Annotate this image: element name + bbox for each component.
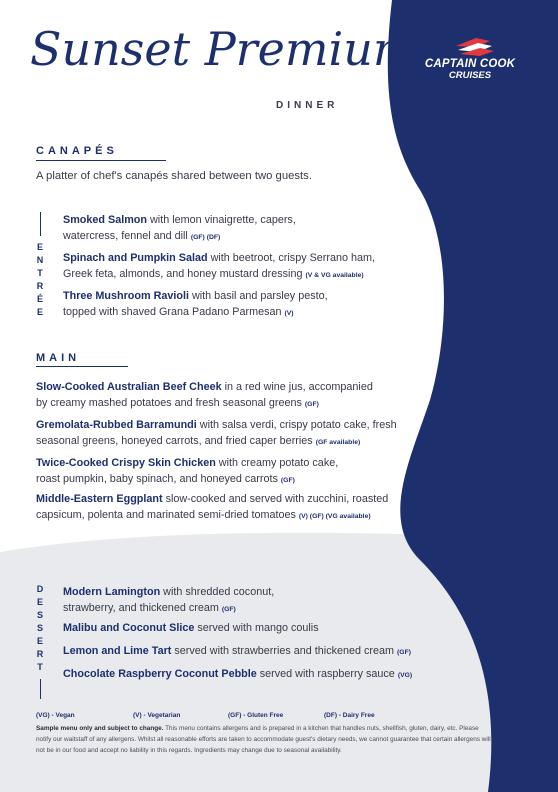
legend-vegetarian: (V) - Vegetarian [133, 712, 181, 719]
entree-item-2-name: Spinach and Pumpkin Salad [63, 252, 208, 264]
legend-gluten-free: (GF) - Gluten Free [228, 712, 284, 719]
entree-item-3-line1: with basil and parsley pesto, [188, 290, 328, 302]
dessert-item-3-tags: (GF) [397, 649, 411, 656]
entree-item-2-line2: Greek feta, almonds, and honey mustard dressing [63, 268, 306, 280]
main-heading: MAIN [36, 352, 81, 364]
main-item-2-line1: with salsa verdi, crispy potato cake, fresh [196, 419, 397, 431]
dessert-item-1-line1: with shredded coconut, [160, 586, 275, 598]
dessert-item-3-line1: served with strawberries and thickened cream [171, 645, 398, 657]
dessert-item-2-line1: served with mango coulis [194, 622, 319, 634]
entree-item-3-name: Three Mushroom Ravioli [63, 290, 189, 302]
main-item-3-line1: with creamy potato cake, [215, 457, 339, 469]
legend-dairy-free: (DF) - Dairy Free [324, 712, 375, 719]
logo-subname: CRUISES [448, 70, 492, 81]
main-item-1-line1: in a red wine jus, accompanied [221, 381, 373, 393]
entree-item-2 [63, 250, 443, 284]
dessert-item-2 [63, 620, 443, 636]
dessert-item-4-tags: (VG) [397, 672, 413, 679]
brand-logo [418, 36, 522, 81]
entree-item-2-tags: (V & VG available) [305, 272, 364, 279]
page-subtitle: DINNER [276, 100, 339, 111]
main-rule [36, 366, 128, 367]
entree-item-3 [63, 288, 423, 322]
main-item-4-tags: (V) (GF) (VG available) [298, 513, 371, 520]
dessert-item-1-tags: (GF) [221, 606, 236, 613]
main-item-4 [36, 491, 436, 525]
main-item-3-tags: (GF) [280, 477, 295, 484]
entree-item-1-line2: watercress, fennel and dill [63, 230, 191, 242]
main-item-3 [36, 455, 436, 489]
allergen-note-bold: Sample menu only and subject to change. [36, 725, 164, 732]
dessert-item-4-line1: served with raspberry sauce [256, 668, 398, 680]
main-item-3-name: Twice-Cooked Crispy Skin Chicken [36, 457, 216, 469]
entree-label-line-top [40, 212, 41, 236]
dessert-label-line-bottom [40, 679, 41, 699]
main-item-3-line2: roast pumpkin, baby spinach, and honeyed carrots [36, 473, 281, 485]
allergen-note-text: This menu contains allergens and is prepared in a kitchen that handles nuts, shellfish, gluten, dairy, etc. Please notify our waitstaff of any allergens. Whilst all reasonable efforts are taken to accommodate guest's dietary needs, we cannot guarantee that certain allergens will not be in our food and accept no liability in this regards. Ingredients may change due to seasonal availability. [36, 725, 491, 754]
main-item-4-line1: slow-cooked and served with zucchini, roasted [162, 493, 389, 505]
main-item-1 [36, 379, 436, 413]
page-title: Sunset Premium [30, 22, 417, 76]
entree-item-1-line1: with lemon vinaigrette, capers, [147, 214, 296, 226]
main-item-1-line2: by creamy mashed potatoes and fresh seasonal greens [36, 397, 305, 409]
main-item-2-line2: seasonal greens, honeyed carrots, and fried caper berries [36, 435, 316, 447]
main-item-2-name: Gremolata-Rubbed Barramundi [36, 419, 197, 431]
dessert-item-3 [63, 643, 463, 661]
dessert-item-2-name: Malibu and Coconut Slice [63, 622, 195, 634]
dessert-item-1 [63, 584, 443, 618]
entree-item-1-name: Smoked Salmon [63, 214, 147, 226]
main-item-1-name: Slow-Cooked Australian Beef Cheek [36, 381, 222, 393]
canapes-heading: CANAPÉS [36, 145, 118, 157]
main-item-2-tags: (GF available) [315, 439, 361, 446]
dessert-item-1-name: Modern Lamington [63, 586, 161, 598]
canapes-rule [36, 160, 166, 161]
entree-item-3-line2: topped with shaved Grana Padano Parmesan [63, 306, 285, 318]
entree-item-1 [63, 212, 423, 246]
canapes-description: A platter of chef's canapés shared between two guests. [36, 170, 312, 182]
main-item-1-tags: (GF) [304, 401, 319, 408]
entree-label-letters [34, 242, 46, 320]
entree-item-1-tags: (GF) (DF) [190, 234, 221, 241]
dessert-item-4 [63, 666, 463, 684]
allergen-note [36, 723, 492, 756]
entree-item-3-tags: (V) [284, 310, 294, 317]
entree-item-2-line1: with beetroot, crispy Serrano ham, [207, 252, 376, 264]
main-item-2 [36, 417, 436, 451]
dessert-item-4-name: Chocolate Raspberry Coconut Pebble [63, 668, 257, 680]
dessert-label-letters [34, 584, 46, 675]
dessert-label [34, 584, 46, 699]
entree-letters-text: ENTRÉE [35, 242, 45, 320]
dessert-letters-text: DESSERT [35, 584, 45, 675]
main-item-4-line2: capsicum, polenta and marinated semi-dried tomatoes [36, 509, 299, 521]
legend-vegan: (VG) - Vegan [36, 712, 75, 719]
logo-name: CAPTAIN COOK [424, 58, 516, 70]
dessert-item-1-line2: strawberry, and thickened cream [63, 602, 222, 614]
main-item-4-name: Middle-Eastern Eggplant [36, 493, 163, 505]
dessert-item-3-name: Lemon and Lime Tart [63, 645, 172, 657]
entree-label [34, 212, 46, 320]
